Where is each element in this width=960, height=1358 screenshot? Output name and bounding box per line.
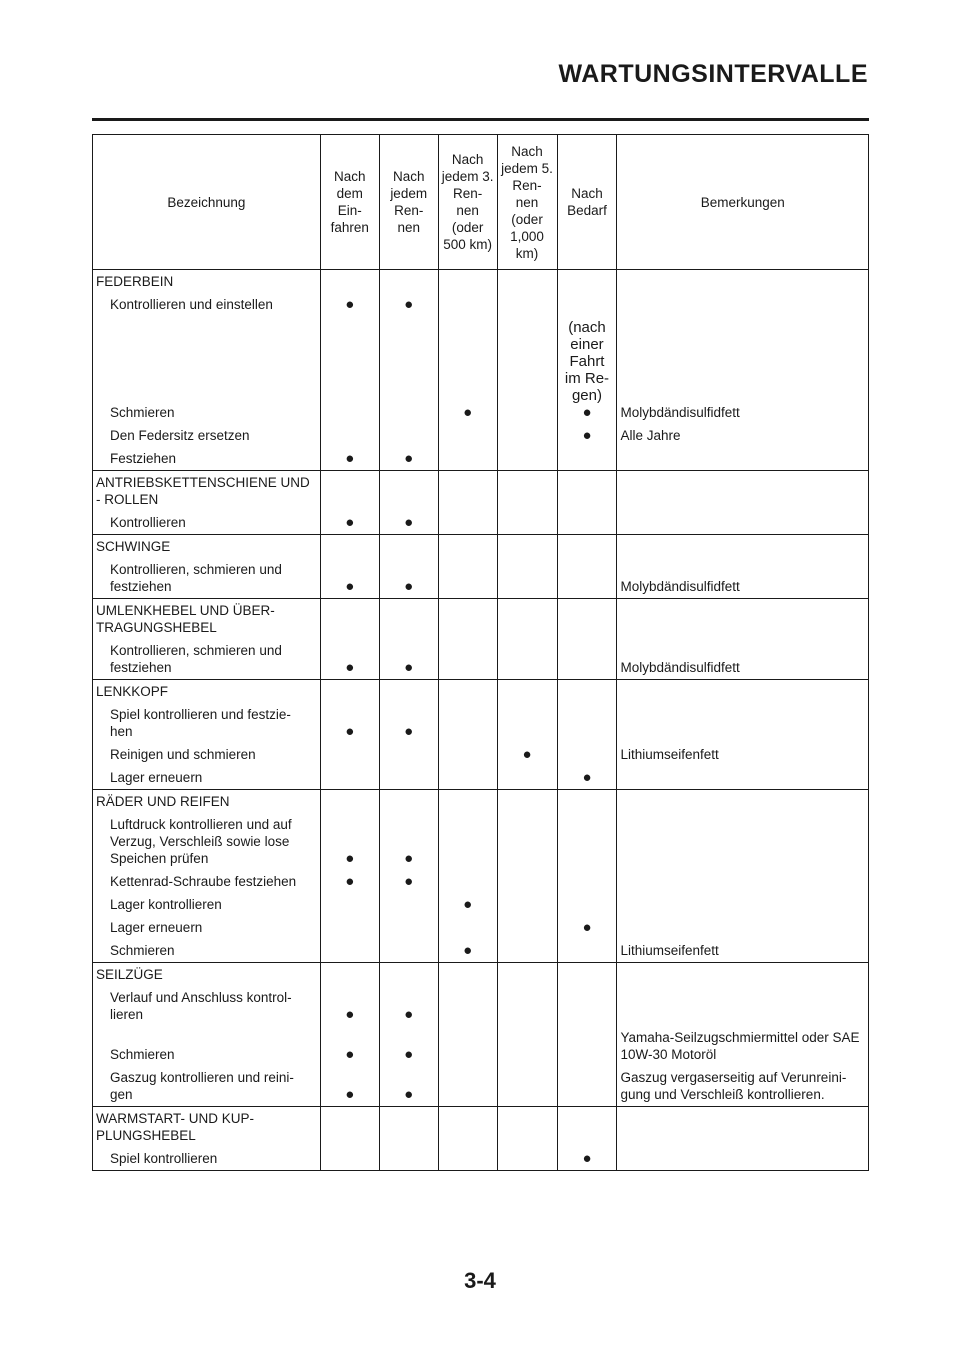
interval-cell-each-race	[379, 1147, 438, 1171]
interval-cell-each-race	[379, 939, 438, 963]
header-every-5-races: Nach jedem 5. Ren- nen (oder 1,000 km)	[497, 135, 557, 270]
interval-cell-every-5-races	[497, 893, 557, 916]
bullet-icon: ●	[582, 919, 592, 936]
interval-cell-every-3-races	[438, 424, 497, 447]
empty-cell	[320, 680, 379, 704]
interval-cell-every-3-races	[438, 743, 497, 766]
table-group-title-row	[93, 680, 869, 704]
interval-cell-as-needed	[557, 424, 617, 447]
interval-cell-each-race	[379, 1066, 438, 1107]
interval-cell-run-in	[320, 743, 379, 766]
table-row	[93, 639, 869, 680]
table-row	[93, 893, 869, 916]
interval-cell-every-5-races	[497, 703, 557, 743]
item-remark: Molybdändisulfidfett	[617, 316, 869, 424]
interval-cell-every-3-races	[438, 511, 497, 535]
interval-cell-every-3-races	[438, 316, 497, 424]
interval-cell-every-5-races	[497, 916, 557, 939]
bullet-icon: ●	[345, 1086, 355, 1103]
bullet-icon: ●	[522, 746, 532, 763]
item-remark	[617, 893, 869, 916]
interval-cell-every-3-races	[438, 703, 497, 743]
table-row	[93, 293, 869, 316]
interval-cell-run-in	[320, 1066, 379, 1107]
interval-cell-every-3-races	[438, 916, 497, 939]
empty-cell	[557, 963, 617, 987]
empty-cell	[617, 599, 869, 640]
group-title: UMLENKHEBEL UND ÜBER- TRAGUNGSHEBEL	[93, 599, 321, 640]
item-name: Spiel kontrollieren	[93, 1147, 321, 1171]
interval-cell-run-in	[320, 511, 379, 535]
interval-cell-every-5-races	[497, 558, 557, 599]
bullet-icon: ●	[463, 404, 473, 421]
table-body	[93, 270, 869, 1171]
interval-cell-run-in	[320, 316, 379, 424]
group-title: RÄDER UND REIFEN	[93, 790, 321, 814]
maintenance-table	[92, 134, 869, 1171]
item-name: Lager kontrollieren	[93, 893, 321, 916]
header-as-needed: Nach Bedarf	[557, 135, 617, 270]
interval-cell-each-race	[379, 703, 438, 743]
table-row	[93, 813, 869, 870]
item-remark	[617, 511, 869, 535]
group-title: FEDERBEIN	[93, 270, 321, 294]
interval-cell-every-3-races	[438, 558, 497, 599]
interval-cell-every-3-races	[438, 639, 497, 680]
group-title: WARMSTART- UND KUP- PLUNGSHEBEL	[93, 1107, 321, 1148]
empty-cell	[320, 270, 379, 294]
empty-cell	[438, 790, 497, 814]
empty-cell	[438, 535, 497, 559]
interval-cell-as-needed	[557, 893, 617, 916]
bullet-icon: ●	[404, 450, 414, 467]
interval-cell-as-needed	[557, 511, 617, 535]
group-title: LENKKOPF	[93, 680, 321, 704]
header-each-race: Nach jedem Ren- nen	[379, 135, 438, 270]
empty-cell	[557, 599, 617, 640]
bullet-icon: ●	[404, 850, 414, 867]
empty-cell	[379, 471, 438, 512]
item-remark: Lithiumseifenfett	[617, 939, 869, 963]
empty-cell	[320, 599, 379, 640]
interval-cell-as-needed	[557, 558, 617, 599]
table-group-title-row	[93, 535, 869, 559]
bullet-icon: ●	[582, 427, 592, 444]
interval-cell-each-race	[379, 986, 438, 1026]
bullet-icon: ●	[345, 659, 355, 676]
item-remark: Lithiumseifenfett	[617, 743, 869, 766]
item-remark	[617, 293, 869, 316]
bullet-icon: ●	[345, 723, 355, 740]
interval-cell-every-5-races	[497, 293, 557, 316]
interval-cell-each-race	[379, 511, 438, 535]
interval-cell-each-race	[379, 743, 438, 766]
table-row	[93, 870, 869, 893]
empty-cell	[438, 680, 497, 704]
interval-cell-each-race	[379, 447, 438, 471]
header-every-3-races: Nach jedem 3. Ren- nen (oder 500 km)	[438, 135, 497, 270]
item-remark	[617, 766, 869, 790]
item-remark	[617, 1147, 869, 1171]
interval-cell-run-in	[320, 639, 379, 680]
item-name: Reinigen und schmieren	[93, 743, 321, 766]
empty-cell	[497, 963, 557, 987]
empty-cell	[320, 963, 379, 987]
interval-cell-run-in	[320, 986, 379, 1026]
item-name: Kontrollieren	[93, 511, 321, 535]
table-group-title-row	[93, 270, 869, 294]
bullet-icon: ●	[345, 1006, 355, 1023]
empty-cell	[497, 1107, 557, 1148]
item-remark	[617, 986, 869, 1026]
interval-cell-every-3-races	[438, 870, 497, 893]
interval-cell-every-5-races	[497, 639, 557, 680]
empty-cell	[617, 963, 869, 987]
group-title: SCHWINGE	[93, 535, 321, 559]
interval-cell-run-in	[320, 293, 379, 316]
table-row	[93, 766, 869, 790]
item-remark: Gaszug vergaserseitig auf Verunreini- gung und Verschleiß kontrollieren.	[617, 1066, 869, 1107]
empty-cell	[617, 270, 869, 294]
empty-cell	[320, 535, 379, 559]
interval-cell-run-in	[320, 766, 379, 790]
item-remark	[617, 916, 869, 939]
bullet-icon: ●	[404, 1046, 414, 1063]
bullet-icon: ●	[404, 296, 414, 313]
interval-cell-each-race	[379, 916, 438, 939]
bullet-icon: ●	[404, 1086, 414, 1103]
bullet-icon: ●	[582, 769, 592, 786]
interval-cell-every-5-races	[497, 986, 557, 1026]
empty-cell	[497, 535, 557, 559]
bullet-icon: ●	[582, 1150, 592, 1167]
interval-cell-every-3-races	[438, 293, 497, 316]
empty-cell	[438, 270, 497, 294]
interval-cell-each-race	[379, 870, 438, 893]
bullet-icon: ●	[404, 723, 414, 740]
interval-cell-as-needed	[557, 916, 617, 939]
interval-cell-every-3-races	[438, 1026, 497, 1066]
interval-cell-every-5-races	[497, 939, 557, 963]
bullet-icon: ●	[404, 873, 414, 890]
table-row	[93, 986, 869, 1026]
interval-cell-every-5-races	[497, 870, 557, 893]
interval-cell-run-in	[320, 703, 379, 743]
empty-cell	[379, 790, 438, 814]
empty-cell	[379, 1107, 438, 1148]
interval-cell-every-3-races	[438, 766, 497, 790]
interval-cell-every-3-races	[438, 813, 497, 870]
item-remark: Alle Jahre	[617, 424, 869, 447]
interval-cell-every-5-races	[497, 743, 557, 766]
table-row	[93, 1147, 869, 1171]
item-remark: Yamaha-Seilzugschmiermittel oder SAE 10W-30 Motoröl	[617, 1026, 869, 1066]
bullet-icon: ●	[463, 896, 473, 913]
interval-cell-each-race	[379, 893, 438, 916]
item-remark: Molybdändisulfidfett	[617, 639, 869, 680]
header-name: Bezeichnung	[93, 135, 321, 270]
bullet-icon: ●	[345, 850, 355, 867]
interval-cell-every-3-races	[438, 986, 497, 1026]
empty-cell	[438, 1107, 497, 1148]
interval-cell-as-needed	[557, 1026, 617, 1066]
interval-cell-every-5-races	[497, 1026, 557, 1066]
bullet-icon: ●	[345, 450, 355, 467]
item-name: Lager erneuern	[93, 916, 321, 939]
interval-cell-each-race	[379, 766, 438, 790]
empty-cell	[497, 471, 557, 512]
interval-cell-run-in	[320, 1026, 379, 1066]
interval-cell-as-needed	[557, 870, 617, 893]
interval-cell-as-needed	[557, 703, 617, 743]
empty-cell	[379, 680, 438, 704]
empty-cell	[617, 471, 869, 512]
item-remark	[617, 813, 869, 870]
page-number: 3-4	[464, 1268, 496, 1293]
empty-cell	[379, 963, 438, 987]
empty-cell	[617, 535, 869, 559]
table-row	[93, 1066, 869, 1107]
interval-cell-as-needed	[557, 447, 617, 471]
interval-cell-each-race	[379, 639, 438, 680]
interval-cell-run-in	[320, 424, 379, 447]
table-row	[93, 316, 869, 424]
item-name: Schmieren	[93, 316, 321, 424]
bullet-icon: ●	[345, 1046, 355, 1063]
table-group-title-row	[93, 790, 869, 814]
empty-cell	[617, 1107, 869, 1148]
item-name: Spiel kontrollieren und festzie- hen	[93, 703, 321, 743]
interval-cell-run-in	[320, 870, 379, 893]
empty-cell	[379, 270, 438, 294]
empty-cell	[438, 599, 497, 640]
empty-cell	[617, 680, 869, 704]
table-row	[93, 447, 869, 471]
empty-cell	[320, 1107, 379, 1148]
table-row	[93, 558, 869, 599]
item-name: Festziehen	[93, 447, 321, 471]
interval-cell-each-race	[379, 813, 438, 870]
interval-cell-run-in	[320, 893, 379, 916]
bullet-icon: ●	[404, 514, 414, 531]
table-group-title-row	[93, 471, 869, 512]
interval-cell-every-3-races	[438, 893, 497, 916]
interval-cell-every-5-races	[497, 813, 557, 870]
interval-cell-as-needed	[557, 1147, 617, 1171]
table-row	[93, 743, 869, 766]
interval-cell-every-5-races	[497, 511, 557, 535]
item-remark	[617, 870, 869, 893]
empty-cell	[557, 680, 617, 704]
interval-cell-as-needed	[557, 766, 617, 790]
interval-cell-every-3-races	[438, 1066, 497, 1107]
header-run-in: Nach dem Ein- fahren	[320, 135, 379, 270]
item-name: Kontrollieren und einstellen	[93, 293, 321, 316]
bullet-icon: ●	[463, 942, 473, 959]
title-rule	[92, 118, 869, 121]
table-row	[93, 916, 869, 939]
bullet-icon: ●	[345, 514, 355, 531]
empty-cell	[497, 599, 557, 640]
item-name: Luftdruck kontrollieren und auf Verzug, Verschleiß sowie lose Speichen prüfen	[93, 813, 321, 870]
interval-cell-each-race	[379, 316, 438, 424]
table-row	[93, 1026, 869, 1066]
interval-cell-as-needed	[557, 743, 617, 766]
bullet-icon: ●	[404, 578, 414, 595]
table-group-title-row	[93, 1107, 869, 1148]
empty-cell	[379, 599, 438, 640]
interval-cell-run-in	[320, 916, 379, 939]
interval-cell-every-5-races	[497, 424, 557, 447]
bullet-icon: ●	[345, 873, 355, 890]
item-name: Kettenrad-Schraube festziehen	[93, 870, 321, 893]
table-row	[93, 703, 869, 743]
interval-cell-each-race	[379, 558, 438, 599]
interval-cell-every-5-races	[497, 766, 557, 790]
interval-cell-every-5-races	[497, 1147, 557, 1171]
table-header-row	[93, 135, 869, 270]
interval-cell-as-needed	[557, 813, 617, 870]
page-title: WARTUNGSINTERVALLE	[558, 60, 868, 88]
empty-cell	[557, 790, 617, 814]
table-row	[93, 939, 869, 963]
empty-cell	[320, 471, 379, 512]
interval-cell-run-in	[320, 813, 379, 870]
bullet-icon: ●	[404, 659, 414, 676]
interval-cell-every-5-races	[497, 316, 557, 424]
interval-cell-as-needed	[557, 293, 617, 316]
empty-cell	[557, 1107, 617, 1148]
interval-cell-each-race	[379, 1026, 438, 1066]
interval-cell-as-needed	[557, 1066, 617, 1107]
interval-cell-as-needed	[557, 939, 617, 963]
item-name: Gaszug kontrollieren und reini- gen	[93, 1066, 321, 1107]
interval-cell-every-3-races	[438, 447, 497, 471]
item-name: Verlauf und Anschluss kontrol- lieren	[93, 986, 321, 1026]
item-name: Kontrollieren, schmieren und festziehen	[93, 639, 321, 680]
item-name: Kontrollieren, schmieren und festziehen	[93, 558, 321, 599]
item-remark: Molybdändisulfidfett	[617, 558, 869, 599]
item-name: Schmieren	[93, 939, 321, 963]
empty-cell	[557, 471, 617, 512]
table-group-title-row	[93, 599, 869, 640]
interval-cell-as-needed	[557, 986, 617, 1026]
group-title: SEILZÜGE	[93, 963, 321, 987]
empty-cell	[379, 535, 438, 559]
table-row	[93, 424, 869, 447]
empty-cell	[557, 270, 617, 294]
interval-cell-as-needed	[557, 316, 617, 424]
empty-cell	[557, 535, 617, 559]
group-title: ANTRIEBSKETTENSCHIENE UND - ROLLEN	[93, 471, 321, 512]
empty-cell	[320, 790, 379, 814]
header-remarks: Bemerkungen	[617, 135, 869, 270]
interval-cell-every-3-races	[438, 1147, 497, 1171]
interval-cell-as-needed	[557, 639, 617, 680]
bullet-icon: ●	[345, 296, 355, 313]
interval-cell-each-race	[379, 293, 438, 316]
interval-cell-run-in	[320, 558, 379, 599]
interval-note: (nach einer Fahrt im Re- gen)	[564, 319, 610, 404]
item-name: Den Federsitz ersetzen	[93, 424, 321, 447]
bullet-icon: ●	[582, 404, 592, 421]
interval-cell-every-3-races	[438, 939, 497, 963]
empty-cell	[438, 471, 497, 512]
interval-cell-run-in	[320, 447, 379, 471]
interval-cell-run-in	[320, 1147, 379, 1171]
item-remark	[617, 703, 869, 743]
interval-cell-every-5-races	[497, 447, 557, 471]
empty-cell	[438, 963, 497, 987]
empty-cell	[497, 790, 557, 814]
empty-cell	[617, 790, 869, 814]
empty-cell	[497, 270, 557, 294]
item-name: Lager erneuern	[93, 766, 321, 790]
item-name: Schmieren	[93, 1026, 321, 1066]
interval-cell-run-in	[320, 939, 379, 963]
interval-cell-every-5-races	[497, 1066, 557, 1107]
item-remark	[617, 447, 869, 471]
bullet-icon: ●	[404, 1006, 414, 1023]
empty-cell	[497, 680, 557, 704]
table-group-title-row	[93, 963, 869, 987]
table-row	[93, 511, 869, 535]
interval-cell-each-race	[379, 424, 438, 447]
bullet-icon: ●	[345, 578, 355, 595]
